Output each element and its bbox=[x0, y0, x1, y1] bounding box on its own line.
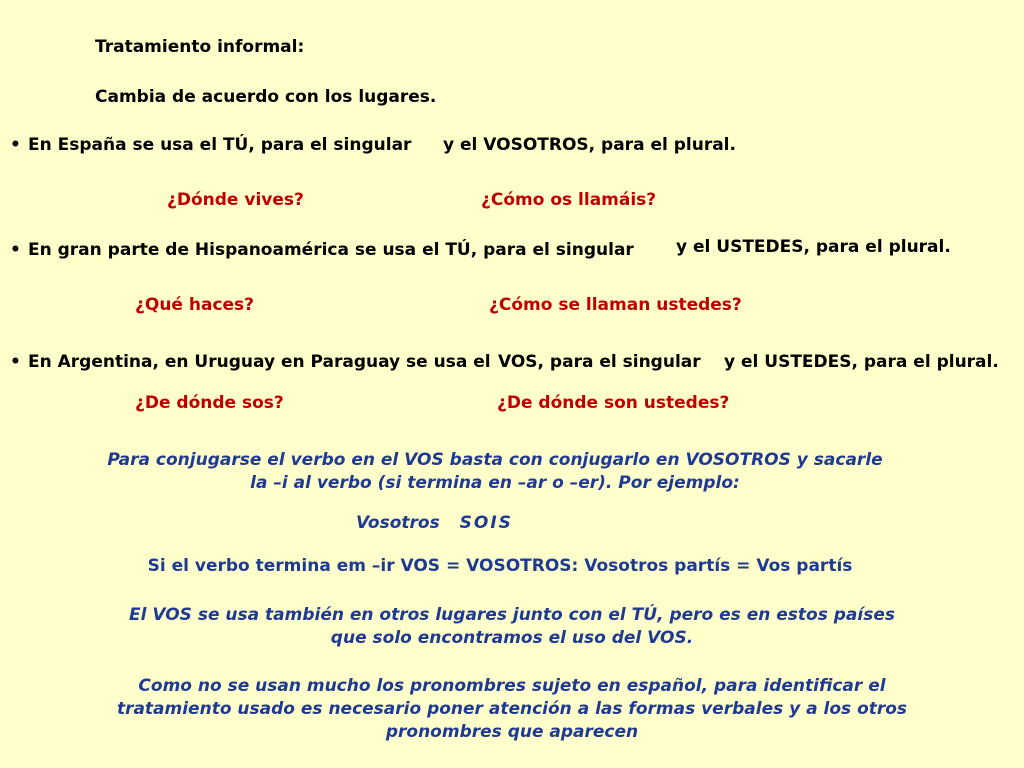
argentina-line bbox=[10, 352, 491, 372]
hispanoamerica-example-plural: ¿Cómo se llaman ustedes? bbox=[489, 295, 742, 315]
vos-usage-line2: que solo encontramos el uso del VOS. bbox=[330, 628, 694, 648]
vosotros-form: SOIS bbox=[459, 513, 513, 533]
hispanoamerica-example-singular: ¿Qué haces? bbox=[135, 295, 255, 315]
vos-rule bbox=[0, 449, 990, 495]
hispanoamerica-line-a: En gran parte de Hispanoamérica se usa el TÚ, para el singular bbox=[28, 240, 634, 260]
ir-rule: Si el verbo termina em –ir VOS = VOSOTROS: Vosotros partís = Vos partís bbox=[147, 556, 853, 576]
vos-rule-line2: la –i al verbo (si termina en –ar o –er). Por ejemplo: bbox=[250, 473, 740, 493]
argentina-example-singular: ¿De dónde sos? bbox=[135, 393, 284, 413]
pronouns-note-line2: tratamiento usado es necesario poner atención a las formas verbales y a los otros bbox=[116, 699, 908, 719]
pronouns-note-line1: Como no se usan mucho los pronombres sujeto en español, para identificar el bbox=[138, 676, 886, 696]
vos-usage bbox=[0, 604, 1024, 650]
argentina-line-b: VOS, para el singular bbox=[498, 352, 701, 372]
spain-example-singular: ¿Dónde vives? bbox=[167, 190, 304, 210]
vosotros-example bbox=[356, 513, 513, 533]
spain-example-plural: ¿Cómo os llamáis? bbox=[481, 190, 657, 210]
hispanoamerica-line-b: y el USTEDES, para el plural. bbox=[676, 237, 951, 257]
pronouns-note-line3: pronombres que aparecen bbox=[385, 722, 639, 742]
spain-line-b: y el VOSOTROS, para el plural. bbox=[443, 135, 736, 155]
vos-usage-line1: El VOS se usa también en otros lugares junto con el TÚ, pero es en estos países bbox=[129, 605, 895, 625]
argentina-line-a: En Argentina, en Uruguay en Paraguay se usa el bbox=[28, 352, 491, 372]
spain-line-a: En España se usa el TÚ, para el singular bbox=[28, 135, 412, 155]
hispanoamerica-line bbox=[10, 240, 634, 260]
argentina-example-plural: ¿De dónde son ustedes? bbox=[497, 393, 730, 413]
heading: Tratamiento informal: bbox=[95, 37, 305, 57]
vosotros-label: Vosotros bbox=[356, 513, 440, 533]
pronouns-note bbox=[0, 675, 1024, 744]
subheading: Cambia de acuerdo con los lugares. bbox=[95, 87, 437, 107]
argentina-line-c: y el USTEDES, para el plural. bbox=[724, 352, 999, 372]
spain-line bbox=[10, 135, 411, 155]
vos-rule-line1: Para conjugarse el verbo en el VOS basta con conjugarlo en VOSOTROS y sacarle bbox=[107, 450, 883, 470]
